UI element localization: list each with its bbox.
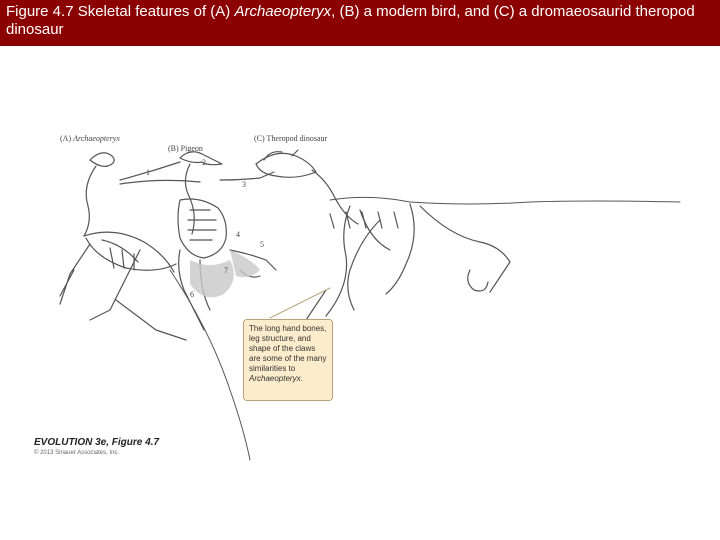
bone-number-2: 2 [202,158,206,167]
callout-italic: Archaeopteryx [249,374,301,383]
bone-number-6: 6 [190,290,194,299]
figure-credit-title: EVOLUTION 3e, Figure 4.7 [34,437,160,448]
label-theropod: (C) Theropod dinosaur [254,134,328,143]
slide-title [0,0,720,46]
archaeopteryx-skeleton [60,153,250,460]
title-text-end: , (B) a modern bird, and (C) a dromaeosaurid theropod dinosaur [6,3,695,38]
label-pigeon: (B) Pigeon [168,144,203,153]
theropod-skeleton [256,150,680,340]
label-archaeopteryx [60,134,120,143]
bone-number-1: 1 [146,168,150,177]
bone-number-7: 7 [224,266,228,275]
bone-number-4: 4 [236,230,240,239]
skeleton-drawing [30,120,690,470]
similarity-callout [243,319,333,401]
label-a-prefix: (A) [60,134,74,143]
figure-copyright: © 2013 Sinauer Associates, Inc. [34,450,120,456]
title-text-italic: Archaeopteryx [234,3,332,20]
callout-text: The long hand bones, leg structure, and shape of the claws are some of the many similarities to [249,324,327,373]
title-text-start: Figure 4.7 Skeletal features of (A) [6,3,235,20]
callout-end: . [300,374,303,383]
bone-number-5: 5 [260,240,264,249]
skeleton-figure [30,120,690,470]
label-a-italic: Archaeopteryx [73,134,120,143]
bone-number-3: 3 [242,180,246,189]
